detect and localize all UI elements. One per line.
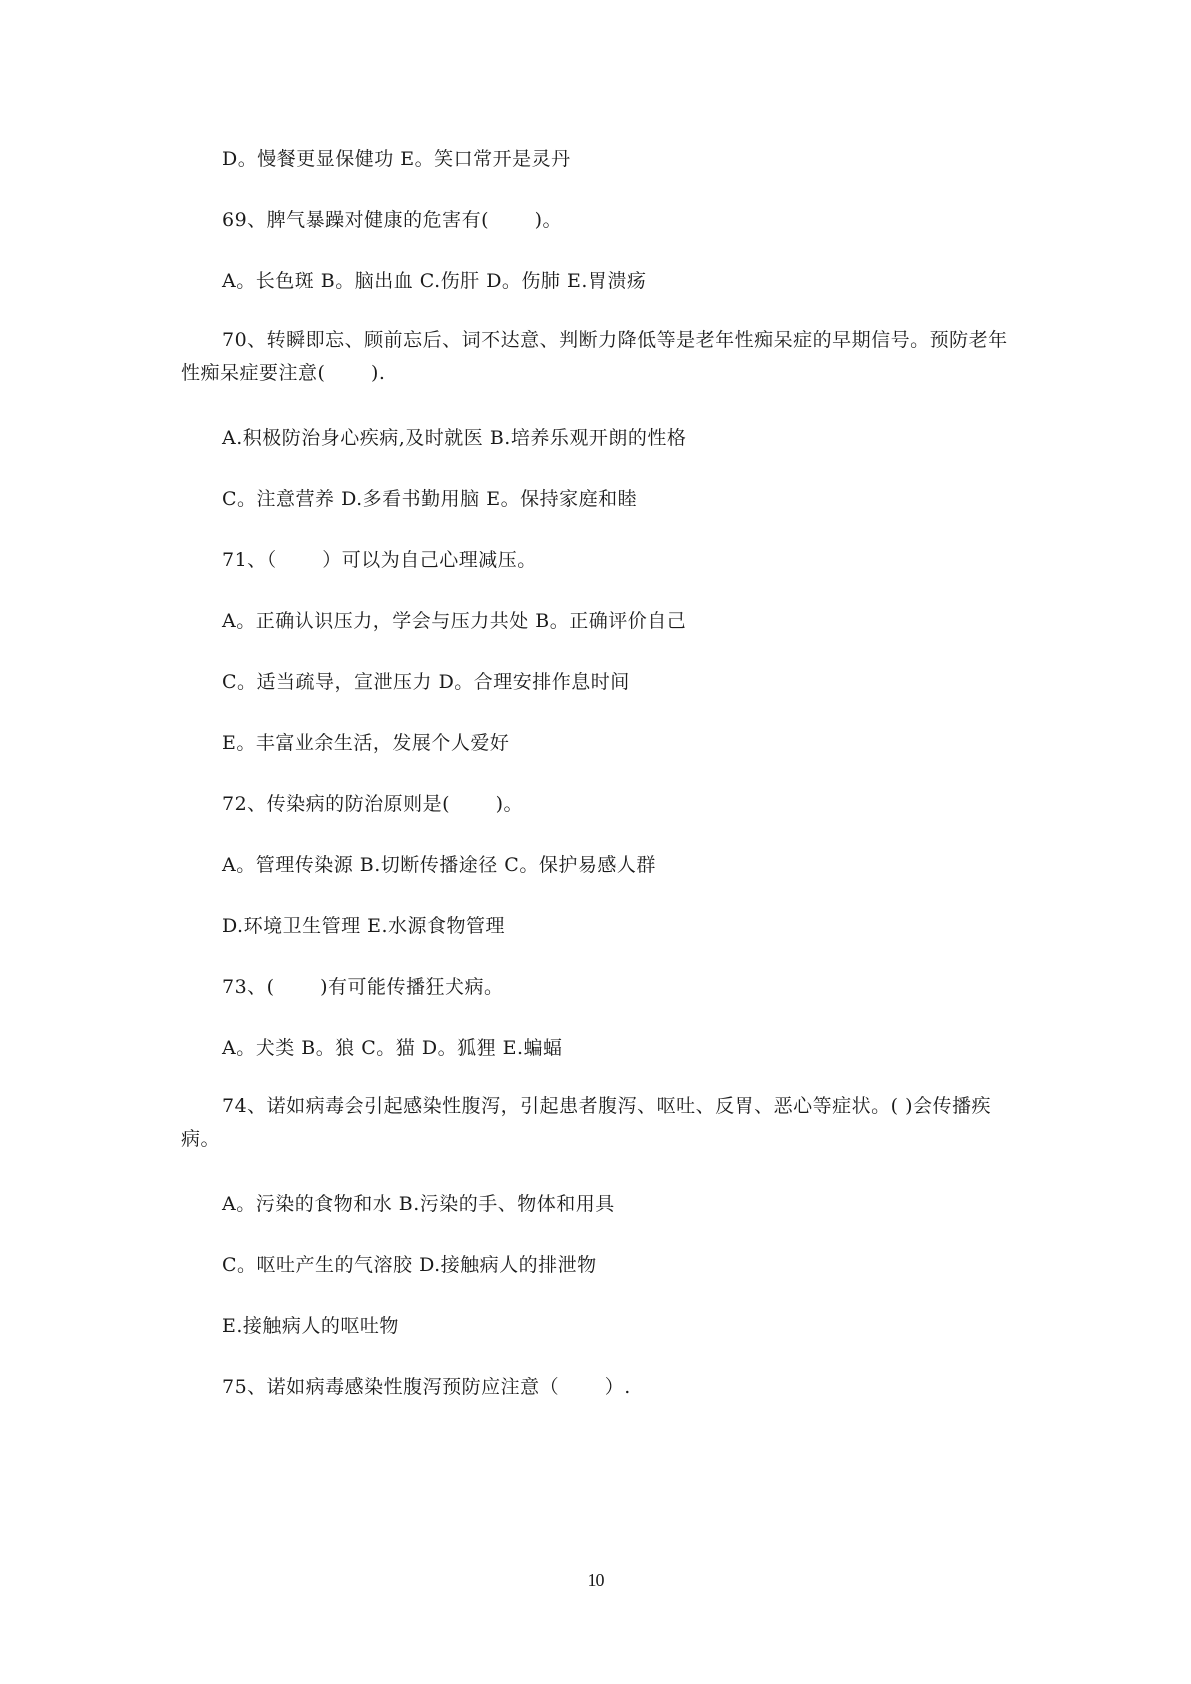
q72-options-abc: A。管理传染源 B.切断传播途径 C。保护易感人群 [222, 854, 656, 876]
q69-options: A。长色斑 B。脑出血 C.伤肝 D。伤肺 E.胃溃疡 [222, 270, 647, 292]
question-69: 69、脾气暴躁对健康的危害有( )。 [222, 209, 563, 231]
q74-options-ab: A。污染的食物和水 B.污染的手、物体和用具 [222, 1193, 615, 1215]
page-number: 10 [587, 1570, 604, 1590]
question-73: 73、( )有可能传播狂犬病。 [222, 976, 504, 998]
q74-options-e: E.接触病人的呕吐物 [222, 1315, 399, 1337]
q70-options-ab: A.积极防治身心疾病,及时就医 B.培养乐观开朗的性格 [222, 427, 687, 449]
q73-options: A。犬类 B。狼 C。猫 D。狐狸 E.蝙蝠 [222, 1037, 563, 1059]
question-70: 70、转瞬即忘、顾前忘后、词不达意、判断力降低等是老年性痴呆症的早期信号。预防老年性痴呆症要注意( ). [181, 329, 1008, 384]
q74-options-cd: C。呕吐产生的气溶胶 D.接触病人的排泄物 [222, 1254, 597, 1276]
question-75: 75、诺如病毒感染性腹泻预防应注意（ ）. [222, 1376, 631, 1398]
q68-options-de: D。慢餐更显保健功 E。笑口常开是灵丹 [222, 148, 571, 170]
q71-options-ab: A。正确认识压力，学会与压力共处 B。正确评价自己 [222, 610, 687, 632]
question-71: 71、（ ）可以为自己心理减压。 [222, 549, 537, 571]
q70-options-cde: C。注意营养 D.多看书勤用脑 E。保持家庭和睦 [222, 488, 638, 510]
q71-options-e: E。丰富业余生活，发展个人爱好 [222, 732, 510, 754]
q71-options-cd: C。适当疏导，宣泄压力 D。合理安排作息时间 [222, 671, 630, 693]
question-74: 74、诺如病毒会引起感染性腹泻，引起患者腹泻、呕吐、反胃、恶心等症状。( )会传播疾病。 [181, 1095, 992, 1150]
question-72: 72、传染病的防治原则是( )。 [222, 793, 524, 815]
q72-options-de: D.环境卫生管理 E.水源食物管理 [222, 915, 506, 937]
